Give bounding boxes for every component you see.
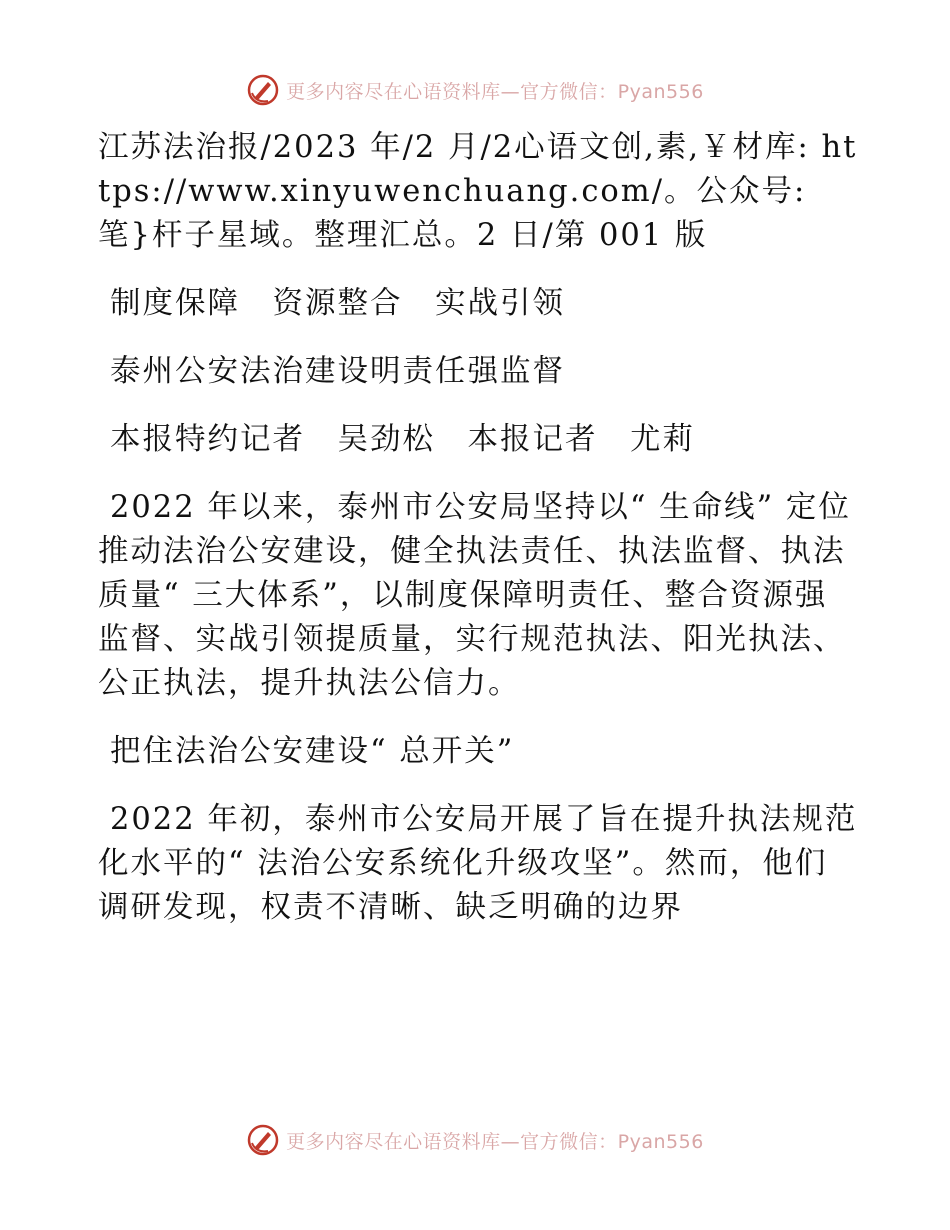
paragraph-body: 2022 年初，泰州市公安局开展了旨在提升执法规范化水平的“ 法治公安系统化升级攻坚”。然而，他们调研发现，权责不清晰、缺乏明确的边界: [98, 802, 858, 925]
paragraph-source-line: 江苏法治报/2023 年/2 月/2心语文创,素,￥材库: https://www.xinyuwenchuang.com/。公众号: 笔}杆子星域。整理汇总。2 日/第 001 版: [98, 130, 858, 253]
watermark-text: 更多内容尽在心语资料库—官方微信：Pyan556: [286, 1130, 704, 1153]
paragraph-headline: 泰州公安法治建设明责任强监督: [110, 354, 565, 389]
watermark-header: [0, 72, 950, 108]
paragraph-subheading: 制度保障 资源整合 实战引领: [110, 286, 565, 321]
watermark-text: 更多内容尽在心语资料库—官方微信：Pyan556: [286, 80, 704, 103]
pen-swirl-logo-icon: [246, 1123, 280, 1157]
watermark-footer: [0, 1122, 950, 1158]
paragraph-byline: 本报特约记者 吴劲松 本报记者 尤莉: [110, 422, 695, 457]
document-body: [98, 126, 858, 954]
paragraph-section-title: 把住法治公安建设“ 总开关”: [110, 734, 515, 769]
paragraph-lead: 2022 年以来，泰州市公安局坚持以“ 生命线” 定位推动法治公安建设，健全执法责任、执法监督、执法质量“ 三大体系”，以制度保障明责任、整合资源强监督、实战引领提质量，实行规范执法、阳光执法、公正执法，提升执法公信力。: [98, 490, 851, 701]
pen-swirl-logo-icon: [246, 73, 280, 107]
